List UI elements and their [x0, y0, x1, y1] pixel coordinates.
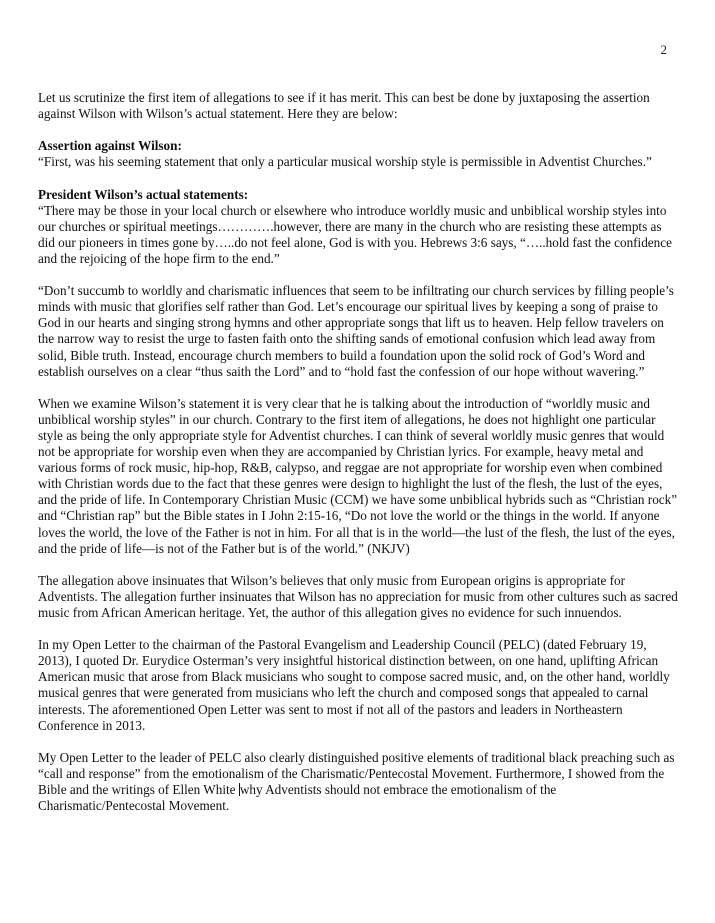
final-paragraph[interactable]: [38, 750, 680, 814]
final-text-start: My Open Letter to the leader of PELC also clearly distinguished positive elements of traditional black preaching such as “call and response” from the emotionalism of the Charismatic/Pentecostal Movement. Furthermore, I showed from the Bible and the writings of Ellen White: [38, 749, 675, 798]
final-text-end: why Adventists should not embrace the emotionalism of the Charismatic/Pentecostal Movement.: [38, 782, 557, 814]
body-paragraph: In my Open Letter to the chairman of the Pastoral Evangelism and Leadership Council (PELC) (dated February 19, 2013), I quoted Dr. Eurydice Osterman’s very insightful historical distinction between, on one hand, uplifting African American music that arose from Black musicians who sought to compose sacred music, and, on the other hand, worldly musical genres that were generated from musicians who left the church and composed songs that appealed to carnal interests. The aforementioned Open Letter was sent to most if not all of the pastors and leaders in Northeastern Conference in 2013.: [38, 637, 670, 733]
assertion-label: Assertion against Wilson:: [38, 138, 182, 154]
actual-statements-quote: “There may be those in your local church or elsewhere who introduce worldly music and unbiblical worship styles into our churches or spiritual meetings………….however, there are many in the church who are resisting these attempts as did our pioneers in times gone by…..do not feel alone, God is with you. Hebrews 3:6 says, “…..hold fast the confidence and the rejoicing of the hope firm to the end.”: [38, 202, 672, 266]
body-paragraph: “Don’t succumb to worldly and charismatic influences that seem to be infiltrating our church services by filling people’s minds with music that glorifies self rather than God. Let’s encourage our spiritual lives by keeping a song of praise to God in our hearts and singing strong hymns and other appropriate songs that lift us to heaven. Help fellow travelers on the narrow way to resist the urge to fasten faith onto the shifting sands of emotional confusion which lead away from solid, Bible truth. Instead, encourage church members to build a foundation upon the solid rock of God’s Word and establish ourselves on a clear “thus saith the Lord” and to “hold fast the confession of our hope without wavering.”: [38, 283, 674, 379]
document-body: [38, 90, 680, 830]
assertion-quote: “First, was his seeming statement that only a particular musical worship style is permissible in Adventist Churches.”: [38, 154, 652, 170]
assertion-section: [38, 138, 680, 170]
intro-paragraph: Let us scrutinize the first item of allegations to see if it has merit. This can best be done by juxtaposing the assertion against Wilson with Wilson’s actual statement. Here they are below:: [38, 90, 650, 122]
page-number: 2: [660, 42, 667, 57]
body-paragraph: The allegation above insinuates that Wilson’s believes that only music from European origins is appropriate for Adventists. The allegation further insinuates that Wilson has no appreciation for music from other cultures such as sacred music from African American heritage. Yet, the author of this allegation gives no evidence for such innuendos.: [38, 572, 678, 620]
body-paragraph: When we examine Wilson’s statement it is very clear that he is talking about the introduction of “worldly music and unbiblical worship styles” in our church. Contrary to the first item of allegations, he does not highlight one particular style as being the only appropriate style for Adventist churches. I can think of several worldly music genres that would not be appropriate for worship even when they are accompanied by Christian lyrics. For example, heavy metal and various forms of rock music, hip-hop, R&B, calypso, and reggae are not appropriate for worship even when combined with Christian words due to the fact that these genres were design to highlight the lust of the flesh, the lust of the eyes, and the pride of life. In Contemporary Christian Music (CCM) we have some unbiblical hybrids such as “Christian rock” and “Christian rap” but the Bible states in I John 2:15-16, “Do not love the world or the things in the world. If anyone loves the world, the love of the Father is not in him. For all that is in the world—the lust of the flesh, the lust of the eyes, and the pride of life—is not of the Father but is of the world.” (NKJV): [38, 395, 678, 556]
actual-statements-section: [38, 187, 680, 267]
actual-statements-label: President Wilson’s actual statements:: [38, 186, 249, 202]
